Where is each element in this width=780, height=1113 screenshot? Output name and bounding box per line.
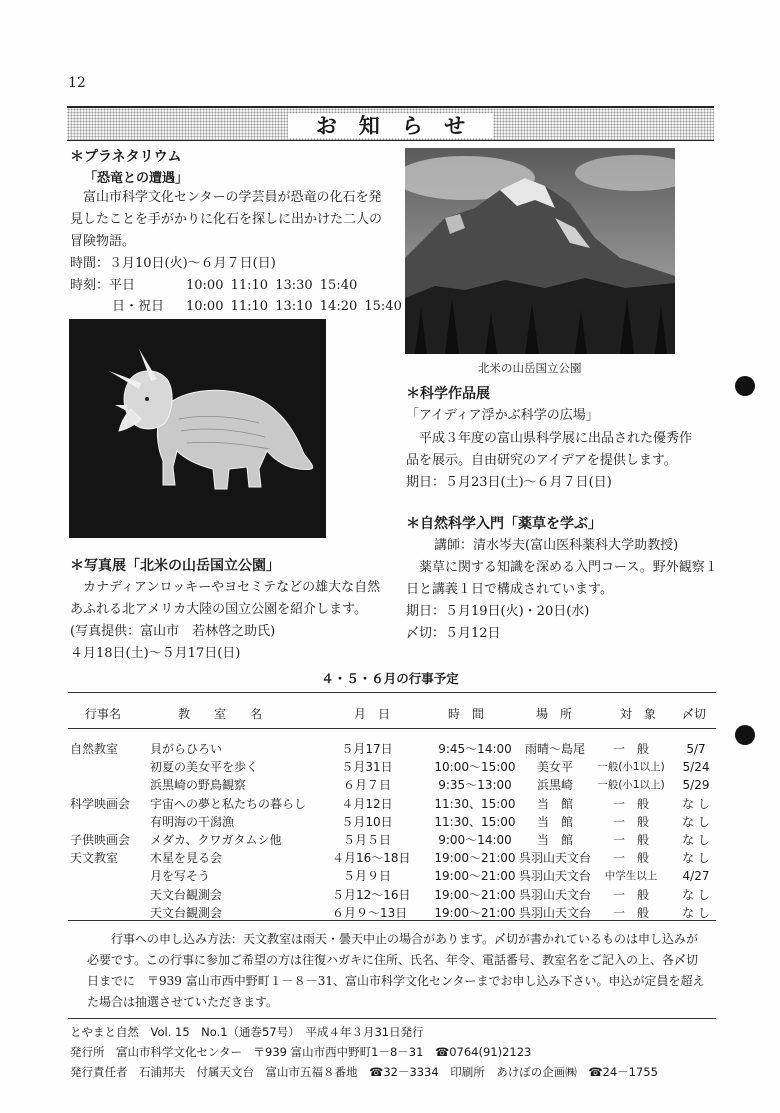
cell-date: ５月10日 (341, 814, 393, 829)
cell-time: 19:00～21:00 (434, 869, 516, 884)
cell-deadline: 5/29 (682, 778, 710, 793)
planetarium-program-title: 「恐竜との遭遇」 (84, 171, 189, 186)
cell-time: 11:30、15:00 (434, 796, 516, 811)
cell-time: 10:00～15:00 (434, 760, 516, 775)
planetarium-holiday-times: 10:00 11:10 13:10 14:20 15:40 (186, 299, 402, 314)
page-number: 12 (68, 75, 86, 91)
cell-room: 月を写そう (150, 869, 211, 884)
cell-time: 9:45～14:00 (438, 742, 512, 756)
cell-room: 貝がらひろい (150, 742, 223, 756)
planetarium-description: 富山市科学文化センターの学芸員が恐竜の化石を発見したことを手がかりに化石を探しに出かけた二人の冒険物語。 (70, 190, 383, 249)
triceratops-image (69, 319, 326, 538)
science-works-heading: ＊科学作品展 (406, 386, 490, 402)
cell-deadline: 5/24 (682, 760, 710, 775)
cell-deadline: 5/7 (686, 742, 706, 756)
col-header-place: 場 所 (536, 707, 573, 721)
cell-time: 19:00～21:00 (434, 905, 516, 920)
planetarium-period: 時間：３月10日(火)～６月７日(日) (70, 256, 276, 271)
cell-place: 呉羽山天文台 (518, 869, 591, 884)
cell-deadline: な し (682, 851, 710, 866)
footer-rule (68, 1018, 716, 1019)
cell-category: 自然教室 (70, 742, 119, 756)
cell-time: 9:00～14:00 (438, 833, 512, 847)
cell-room: 宇宙への夢と私たちの暮らし (150, 796, 307, 811)
cell-target: 一 般 (612, 851, 649, 866)
planetarium-weekday-label: 時刻：平日 (70, 278, 136, 293)
footer-publisher: 発行所 富山市科学文化センター 〒939 富山市西中野町1－8－31 ☎0764(91)2123 (70, 1045, 532, 1059)
cell-room: 天文台観測会 (150, 887, 223, 902)
cell-target: 一 般 (612, 887, 649, 902)
planetarium-holiday-label: 日・祝日 (112, 299, 165, 314)
cell-time: 9:35～13:00 (438, 778, 512, 793)
table-top-rule (68, 692, 716, 693)
cell-place: 当 館 (536, 833, 573, 847)
science-works-subtitle: 「アイディア浮かぶ科学の広場」 (406, 408, 599, 423)
cell-date: ４月16～18日 (332, 851, 411, 866)
cell-place: 美女平 (536, 760, 573, 775)
cell-room: 初夏の美女平を歩く (150, 760, 259, 775)
photo-exhibit-heading: ＊写真展「北米の山岳国立公園」 (70, 558, 280, 574)
cell-place: 浜黒崎 (536, 778, 573, 793)
cell-deadline: な し (682, 833, 710, 847)
natural-science-heading: ＊自然科学入門「薬草を学ぶ」 (406, 516, 602, 532)
cell-time: 19:00～21:00 (434, 887, 516, 902)
table-header-rule (68, 728, 716, 729)
cell-time: 11:30、15:00 (434, 814, 516, 829)
cell-date: ５月９日 (342, 869, 391, 884)
science-works-period: 期日：５月23日(土)～６月７日(日) (406, 475, 612, 490)
schedule-title: ４・５・６月の行事予定 (321, 671, 459, 686)
cell-target: 一 般 (612, 796, 649, 811)
cell-target: 一般(小1以上) (597, 779, 665, 792)
cell-place: 当 館 (536, 796, 573, 811)
cell-category: 天文教室 (70, 851, 119, 866)
cell-room: メダカ、クワガタムシ他 (150, 833, 282, 847)
banner-title: お知らせ (288, 113, 493, 138)
col-header-category: 行事名 (85, 707, 122, 721)
binder-hole (735, 376, 755, 396)
cell-target: 一般(小1以上) (597, 761, 665, 774)
natural-science-description: 薬草に関する知識を深める入門コース。野外観察１日と講義１日で構成されています。 (406, 560, 718, 597)
col-header-date: 月 日 (354, 707, 391, 721)
binder-hole (735, 725, 755, 745)
cell-deadline: 4/27 (682, 869, 710, 884)
col-header-target: 対 象 (620, 707, 657, 721)
mountain-photo-caption: 北米の山岳国立公園 (478, 361, 582, 375)
cell-place: 呉羽山天文台 (518, 851, 591, 866)
cell-room: 木星を見る会 (150, 851, 223, 866)
cell-place: 呉羽山天文台 (518, 887, 591, 902)
natural-science-dates: 期日：５月19日(火)・20日(水) (406, 604, 590, 619)
photo-exhibit-description: カナディアンロッキーやヨセミテなどの雄大な自然あふれる北アメリカ大陸の国立公園を紹介します。(写真提供：富山市 若林啓之助氏) (70, 580, 381, 639)
cell-room: 天文台観測会 (150, 905, 223, 920)
cell-room: 浜黒崎の野鳥観察 (150, 778, 247, 793)
cell-target: 一 般 (612, 905, 649, 920)
cell-category: 科学映画会 (70, 796, 131, 811)
footer-publication: とやまと自然 Vol. 15 No.1（通巻57号） 平成４年３月31日発行 (70, 1025, 424, 1039)
cell-date: ５月12～16日 (332, 887, 411, 902)
natural-science-lecturer: 講師：清水岑夫(富山医科薬科大学助教授) (434, 538, 679, 553)
planetarium-heading: ＊プラネタリウム (70, 149, 182, 165)
cell-deadline: な し (682, 887, 710, 902)
cell-deadline: な し (682, 814, 710, 829)
mountain-photo (405, 148, 675, 354)
planetarium-weekday-times: 10:00 11:10 13:30 15:40 (186, 278, 358, 293)
cell-date: ６月７日 (342, 778, 391, 793)
cell-date: ５月17日 (341, 742, 393, 756)
science-works-description: 平成３年度の富山県科学展に出品された優秀作品を展示。自由研究のアイデアを提供します。 (406, 431, 693, 468)
cell-place: 雨晴～島尾 (524, 742, 585, 756)
cell-target: 一 般 (612, 833, 649, 847)
cell-date: ５月31日 (341, 760, 393, 775)
cell-target: 一 般 (612, 742, 649, 756)
cell-target: 一 般 (612, 814, 649, 829)
cell-time: 19:00～21:00 (434, 851, 516, 866)
cell-date: ５月５日 (342, 833, 391, 847)
photo-exhibit-period: ４月18日(土)～５月17日(日) (70, 646, 241, 661)
cell-category: 子供映画会 (70, 833, 131, 847)
cell-room: 有明海の干潟漁 (150, 814, 235, 829)
natural-science-deadline: 〆切：５月12日 (406, 626, 501, 641)
cell-date: ６月９～13日 (332, 905, 408, 920)
cell-place: 当 館 (536, 814, 573, 829)
col-header-deadline: 〆切 (682, 707, 707, 721)
notice-banner (67, 106, 714, 141)
application-notice: 行事への申し込み方法：天文教室は雨天・曇天中止の場合があります。〆切が書かれているものは申し込みが必要です。この行事に参加ご希望の方は往復ハガキに住所、氏名、年令、電話番号、教室名をご記入の上、各〆切日までに 〒939 富山市西中野町１－８－31、富山市科学文化センターまでお申し込み下さい。申込が定員を超えた場合は抽選させていただきます。 (87, 932, 705, 1009)
cell-deadline: な し (682, 796, 710, 811)
cell-date: ４月12日 (341, 796, 393, 811)
col-header-room: 教 室 名 (178, 707, 263, 721)
col-header-time: 時 間 (448, 707, 485, 721)
footer-responsible: 発行責任者 石浦邦夫 付属天文台 富山市五福８番地 ☎32－3334 印刷所 あけぼの企画㈱ ☎24－1755 (70, 1065, 658, 1079)
cell-place: 呉羽山天文台 (518, 905, 591, 920)
cell-target: 中学生以上 (604, 870, 658, 883)
cell-deadline: な し (682, 905, 710, 920)
